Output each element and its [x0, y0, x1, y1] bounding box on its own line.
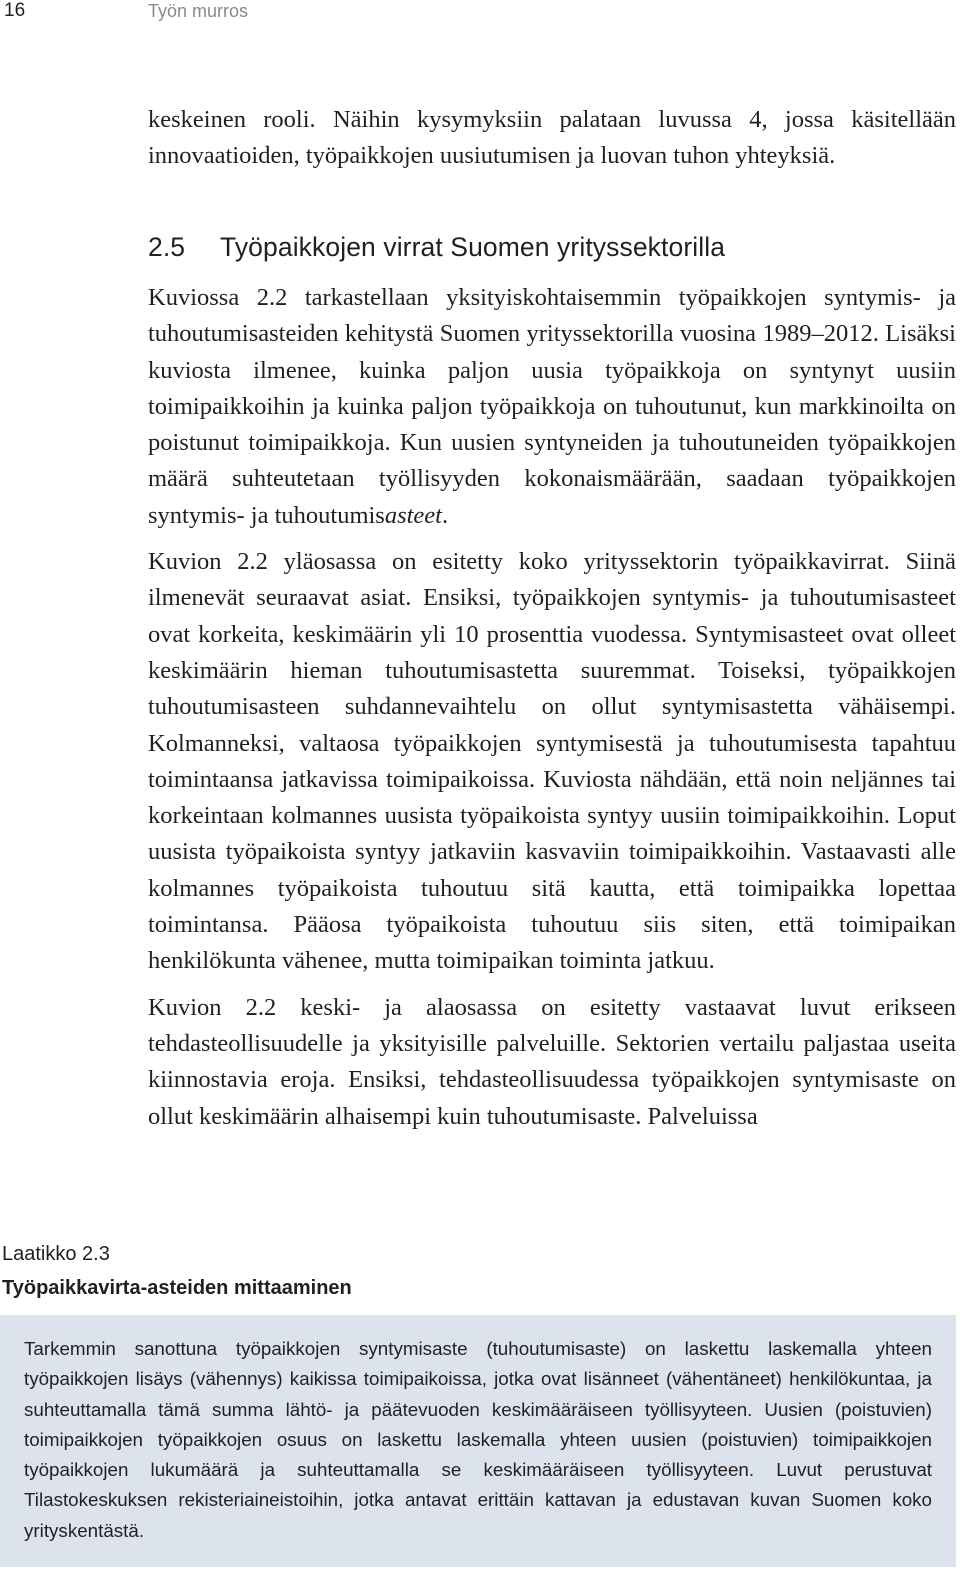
paragraph-1-main: Kuviossa 2.2 tarkastellaan yksityiskohtaisemmin työpaikkojen syntymis- ja tuhoutumisasteiden kehitystä Suomen yrityssektorilla vuosina 1989–2012. Lisäksi kuviosta ilmenee, kuinka paljon uusia työpaikkoja on syntynyt uusiin toimipaikkoihin ja kuinka paljon työpaikkoja on tuhoutunut, kun markkinoilta on poistunut toimipaikkoja. Kun uusien syntyneiden ja tuhoutuneiden työpaikkojen määrä suhteutetaan työllisyyden kokonaismäärään, saadaan työpaikkojen syntymis- ja tuhoutumis — [148, 284, 956, 529]
body-text — [148, 280, 956, 1135]
section-title: Työpaikkojen virrat Suomen yrityssektorilla — [220, 232, 726, 262]
section-heading — [148, 229, 956, 265]
section-number: 2.5 — [148, 232, 186, 262]
box-label: Laatikko 2.3 — [2, 1243, 110, 1265]
paragraph-2: Kuvion 2.2 yläosassa on esitetty koko yrityssektorin työpaikkavirrat. Siinä ilmenevät seuraavat asiat. Ensiksi, työpaikkojen syntymis- ja tuhoutumisasteet ovat korkeita, keskimäärin yli 10 prosenttia vuodessa. Syntymisasteet ovat olleet keskimäärin hieman tuhoutumisastetta suuremmat. Toiseksi, työpaikkojen tuhoutumisasteen suhdannevaihtelu on ollut syntymisastetta vähäisempi. Kolmanneksi, valtaosa työpaikkojen syntymisestä ja tuhoutumisesta tapahtuu toimintaansa jatkavissa toimipaikoissa. Kuviosta nähdään, että noin neljännes tai korkeintaan kolmannes uusista työpaikoista syntyy uusiin toimipaikkoihin. Loput uusista työpaikoista syntyy jatkaviin kasvaviin toimipaikkoihin. Vastaavasti alle kolmannes työpaikoista tuhoutuu sitä kautta, että toimipaikka lopettaa toimintansa. Pääosa työpaikoista tuhoutuu siis siten, että toimipaikan henkilökunta vähenee, mutta toimipaikan toiminta jatkuu. — [148, 548, 956, 975]
info-box — [0, 1315, 956, 1567]
intro-block — [148, 102, 956, 175]
paragraph-1-italic: asteet — [384, 501, 442, 529]
info-box-text: Tarkemmin sanottuna työpaikkojen syntymisaste (tuhoutumisaste) on laskettu laskemalla yhteen työpaikkojen lisäys (vähennys) kaikissa toimipaikoissa, jotka ovat lisänneet (vähentäneet) henkilökuntaa, ja suhteuttamalla tämä summa lähtö- ja päätevuoden keskimääräiseen työllisyyteen. Uusien (poistuvien) toimipaikkojen työpaikkojen osuus on laskettu laskemalla yhteen uusien (poistuvien) toimipaikkojen työpaikkojen lukumäärä ja suhteuttamalla se keskimääräiseen työllisyyteen. Luvut perustuvat Tilastokeskuksen rekisteriaineistoihin, jotka antavat erittäin kattavan ja edustavan kuvan Suomen koko yrityskentästä. — [24, 1338, 932, 1541]
paragraph-1 — [148, 280, 956, 534]
paragraph-1-end: . — [442, 501, 449, 529]
box-title: Työpaikkavirta-asteiden mittaaminen — [2, 1277, 352, 1299]
page-header — [0, 0, 960, 30]
intro-paragraph: keskeinen rooli. Näihin kysymyksiin palataan luvussa 4, jossa käsitellään innovaatioiden, työpaikkojen uusiutumisen ja luovan tuhon yhteyksiä. — [148, 106, 956, 170]
running-title: Työn murros — [148, 1, 249, 21]
page-number: 16 — [4, 0, 26, 21]
paragraph-3: Kuvion 2.2 keski- ja alaosassa on esitetty vastaavat luvut erikseen tehdasteollisuudelle ja yksityisille palveluille. Sektorien vertailu paljastaa useita kiinnostavia eroja. Ensiksi, tehdasteollisuudessa työpaikkojen syntymisaste on ollut keskimäärin alhaisempi kuin tuhoutumisaste. Palveluissa — [148, 993, 956, 1130]
